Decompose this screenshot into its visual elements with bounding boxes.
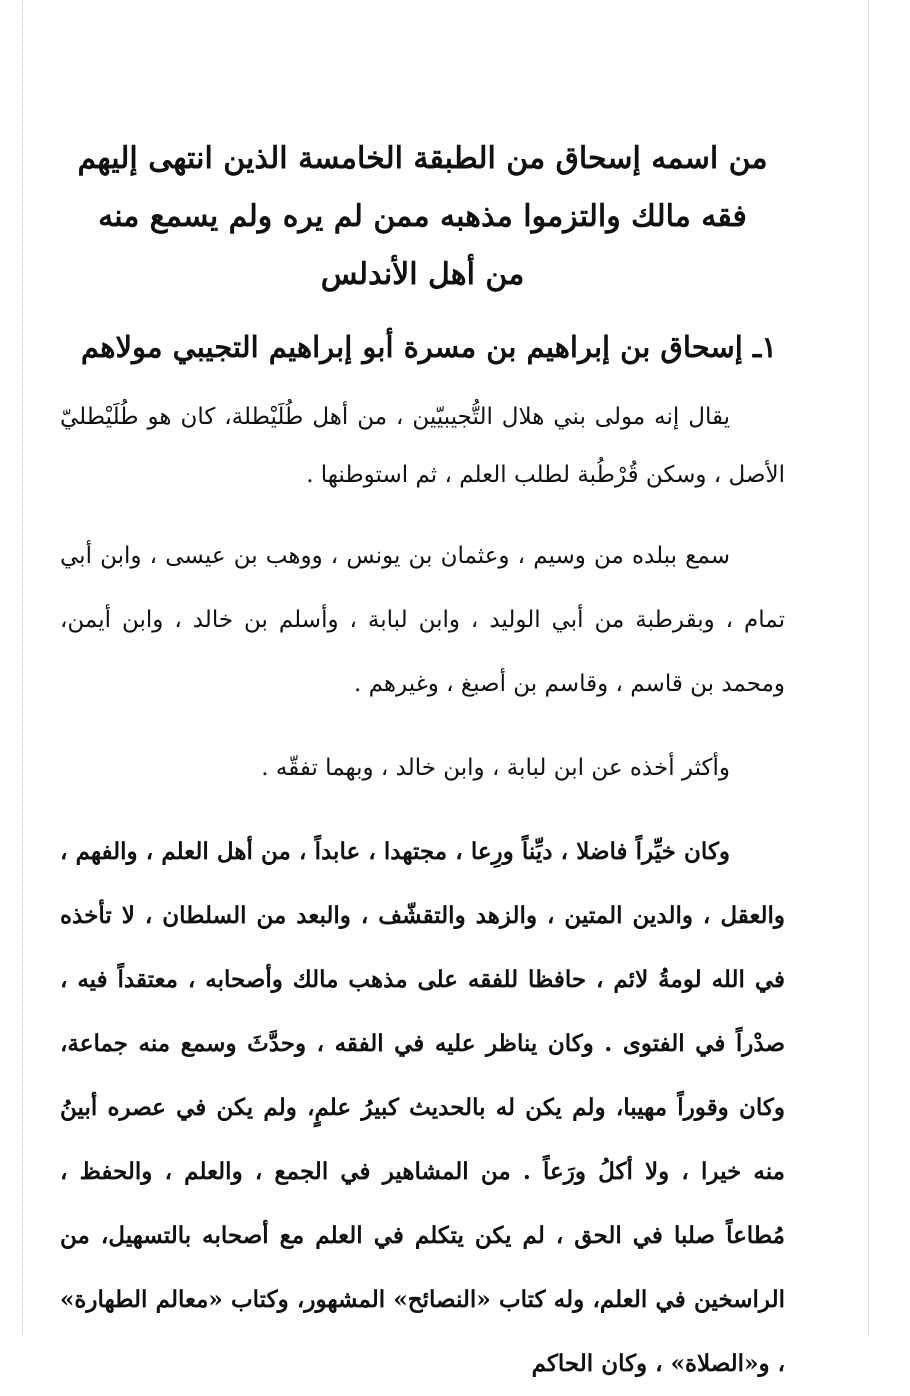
book-page	[60, 130, 785, 1396]
right-page-edge	[868, 0, 869, 1335]
paragraph-training: وأكثر أخذه عن ابن لبابة ، وابن خالد ، وبهما تفقّه .	[261, 755, 730, 781]
chapter-heading	[60, 130, 785, 304]
entry-title: ١ـ إسحاق بن إبراهيم بن مسرة أبو إبراهيم التجيبي مولاهم	[80, 330, 777, 364]
paragraph-origin: يقال إنه مولى بني هلال التُّجيبيّين ، من أهل طُلَيْطلة، كان هو طُلَيْطليّ الأصل ، وسكن قُرْطُبة لطلب العلم ، ثم استوطنها .	[60, 404, 785, 488]
chapter-heading-line-2: فقه مالك والتزموا مذهبه ممن لم يره ولم يسمع منه	[98, 199, 747, 234]
paragraph-teachers: سمع ببلده من وسيم ، وعثمان بن يونس ، ووهب بن عيسى ، وابن أبي تمام ، وبقرطبة من أبي الوليد ، وابن لبابة ، وأسلم بن خالد ، وابن أيمن، ومحمد بن قاسم ، وقاسم بن أصبغ ، وغيرهم .	[60, 543, 785, 697]
chapter-heading-line-3: من أهل الأندلس	[320, 257, 525, 292]
paragraph-character: وكان خيِّراً فاضلا ، ديِّناً ورِعا ، مجتهدا ، عابداً ، من أهل العلم ، والفهم ، والعقل ، والدين المتين ، والزهد والتقشّف ، والبعد من السلطان ، لا تأخذه في الله لومةُ لائم ، حافظا للفقه على مذهب مالك وأصحابه ، معتقداً فيه ، صدْراً في الفتوى . وكان يناظر عليه في الفقه ، وحدَّثَ وسمع منه جماعة، وكان وقوراً مهيبا، ولم يكن له بالحديث كبيرُ علمٍ، ولم يكن في عصره أبينُ منه خيرا ، ولا أكلُ ورَعاً . من المشاهير في الجمع ، والعلم ، والحفظ ، مُطاعاً صلبا في الحق ، لم يكن يتكلم في العلم مع أصحابه بالتسهيل، من الراسخين في العلم، وله كتاب «النصائح» المشهور، وكتاب «معالم الطهارة» ، و«الصلاة» ، وكان الحاكم	[60, 838, 785, 1377]
left-page-edge	[22, 0, 23, 1335]
chapter-heading-line-1: من اسمه إسحاق من الطبقة الخامسة الذين انتهى إليهم	[77, 141, 768, 176]
